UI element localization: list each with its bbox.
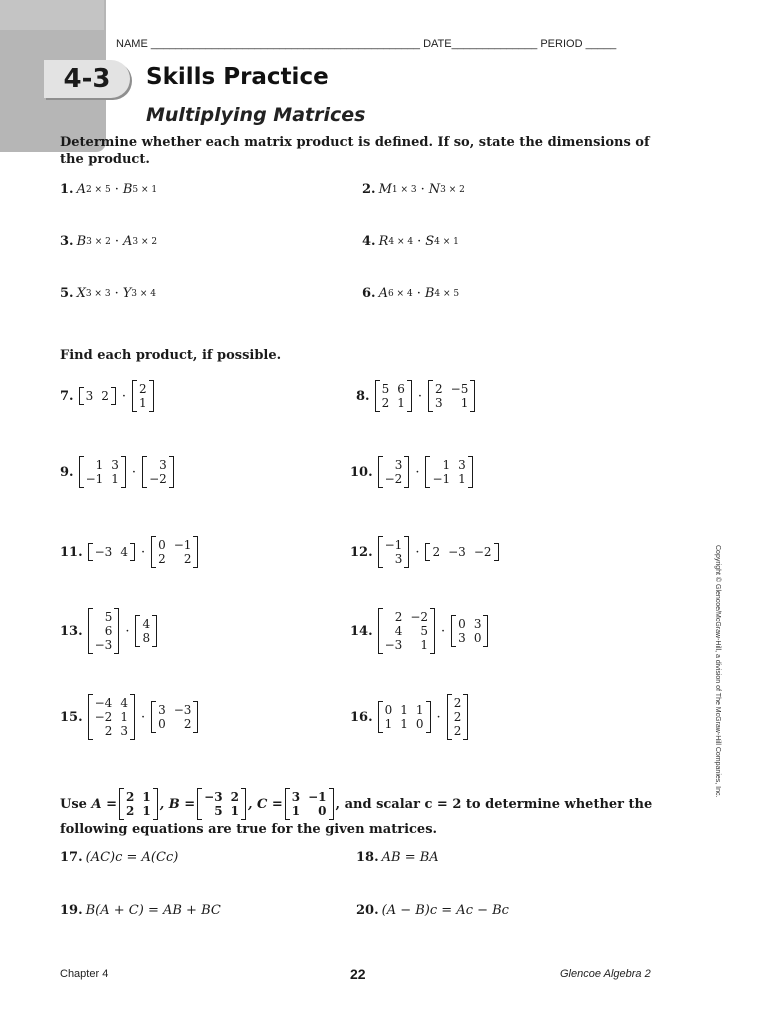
problem-number: 11. [60,544,83,560]
multiply-dot: · [420,182,425,197]
matrix [378,456,410,488]
matrix-dimensions: 2 × 5 [85,184,111,195]
problem-item [350,536,501,568]
matrix-entry: 8 [142,631,151,645]
date-blank: ______________ [451,38,538,50]
matrix [451,615,488,647]
matrix [79,387,116,405]
multiply-dot: · [114,286,119,301]
matrix [197,788,246,820]
lesson-number-badge: 4-3 [44,60,130,98]
matrix-entry: 1 [139,396,147,410]
date-label: DATE [423,38,452,50]
matrix-entry: −1 [384,538,403,552]
matrix-entry: −3 [204,790,223,804]
matrix-entry: 1 [420,638,429,652]
matrix-entry: 0 [415,717,424,731]
multiply-dot: · [114,182,119,197]
matrix [378,701,431,733]
matrix-entry: −2 [149,472,167,486]
matrix [132,380,154,412]
matrix-entry: 3 [458,458,466,472]
matrix-entry: −1 [432,472,451,486]
matrix-entry: 3 [158,703,166,717]
equation: B(A + C) = AB + BC [85,903,221,918]
multiply-dot: · [416,286,421,301]
problem-item [356,850,439,865]
matrix-entry: 1 [415,703,424,717]
matrix-dimensions: 3 × 2 [440,184,465,195]
matrix-entry: −2 [94,710,113,724]
copyright-text: Copyright © Glencoe/McGraw-Hill, a division of The McGraw-Hill Companies, Inc. [714,545,721,798]
matrix-c [283,788,336,820]
matrix-dimensions: 3 × 2 [86,236,111,247]
matrix-entry: 3 [291,790,301,804]
a-label: A = [91,796,117,812]
matrix-entry: −2 [410,610,429,624]
problem-item [356,903,509,918]
matrix-entry: −3 [448,545,466,559]
matrix-dimensions: 6 × 4 [387,288,413,299]
matrix-entry: 1 [384,717,393,731]
matrix-dimensions: 1 × 3 [391,184,417,195]
multiply-dot: · [140,709,146,725]
b-label: , B = [159,796,196,812]
matrix-entry: 2 [435,382,443,396]
matrix [88,608,120,654]
matrix-entry: −4 [94,696,113,710]
matrix-entry: 2 [183,717,192,731]
c-label: , C = [247,796,283,812]
matrix [378,536,410,568]
matrix-entry: 1 [291,804,301,818]
matrix-name: X [76,286,86,301]
problem-number: 16. [350,709,373,725]
problem-number: 17. [60,850,83,865]
matrix-name: B [122,182,133,197]
page-title: Skills Practice [146,64,329,90]
matrix-name: N [428,182,441,197]
footer-page-number: 22 [350,966,366,982]
matrix-entry: 6 [397,382,405,396]
matrix-entry: 1 [397,396,405,410]
matrix-dimensions: 3 × 3 [85,288,111,299]
problem-item [60,182,157,197]
multiply-dot: · [441,623,446,639]
matrix-entry: 5 [214,804,223,818]
problem-item [60,536,200,568]
matrix-entry: 3 [473,617,482,631]
name-label: NAME [116,38,148,50]
problem-item [60,694,200,740]
matrix-entry: 1 [120,710,128,724]
scalar-text: , and scalar c = 2 to determine whether the [335,796,653,812]
problem-item [60,850,178,865]
problem-number: 2. [362,182,376,197]
problem-item [356,380,477,412]
matrix-entry: −3 [173,703,192,717]
matrix-entry: −3 [94,545,113,559]
problem-item [350,608,490,654]
matrix [378,608,435,654]
matrix [428,380,475,412]
problem-number: 19. [60,903,83,918]
matrix-entry: 4 [120,696,128,710]
problem-number: 14. [350,623,373,639]
matrix-name: B [76,234,87,249]
problem-item [362,182,465,197]
matrix-entry: −1 [85,472,104,486]
problem-item [60,608,159,654]
problem-number: 13. [60,623,83,639]
problem-item [60,234,157,249]
multiply-dot: · [140,544,146,560]
matrix-dimensions: 4 × 4 [388,236,414,247]
matrix-entry: −3 [384,638,403,652]
matrix-entry: 2 [230,790,239,804]
matrix [88,694,135,740]
problem-number: 10. [350,464,373,480]
multiply-dot: · [436,709,441,725]
matrix-dimensions: 5 × 1 [132,184,158,195]
matrix-entry: 2 [183,552,192,566]
matrix [447,694,469,740]
matrix-entry: 3 [159,458,167,472]
matrix-entry: 3 [458,631,466,645]
matrix-entry: 2 [125,790,135,804]
problem-item [362,286,459,301]
problem-number: 6. [362,286,376,301]
matrix-a [117,788,160,820]
matrix-dimensions: 3 × 4 [131,288,157,299]
matrix-entry: 1 [95,458,104,472]
name-blank: ____________________________________________ [150,38,421,50]
multiply-dot: · [114,234,119,249]
matrix [425,543,498,561]
matrix-entry: 1 [400,703,408,717]
matrix-entry: 0 [384,703,393,717]
problem-number: 7. [60,388,74,404]
matrix-entry: −1 [173,538,192,552]
matrix [142,456,174,488]
matrix [135,615,157,647]
matrix-entry: 2 [101,389,109,403]
matrix-name: A [123,234,133,249]
matrix-entry: 4 [142,617,151,631]
problem-number: 15. [60,709,83,725]
multiply-dot: · [415,544,420,560]
period-blank: _____ [585,38,617,50]
matrix-entry: 4 [120,545,128,559]
matrix-entry: 1 [111,472,119,486]
matrix-name: A [378,286,388,301]
equation: (AC)c = A(Cc) [85,850,179,865]
copyright-notice [709,545,723,825]
footer-chapter: Chapter 4 [60,968,109,980]
matrix-entry: 0 [458,617,466,631]
matrix-entry: 1 [460,396,469,410]
multiply-dot: · [417,234,422,249]
matrix-name: B [424,286,435,301]
matrix-entry: 2 [104,724,113,738]
matrix-entry: 2 [432,545,441,559]
matrix-entry: 1 [442,458,451,472]
equation: AB = BA [381,850,439,865]
matrix-entry: 2 [453,724,462,738]
problem-number: 12. [350,544,373,560]
matrix-entry: 2 [453,710,462,724]
matrix-name: Y [122,286,132,301]
matrix-entry: 2 [139,382,147,396]
problem-item [362,234,459,249]
multiply-dot: · [131,464,137,480]
matrix-entry: 5 [420,624,429,638]
matrix [425,456,472,488]
matrix-dimensions: 3 × 2 [132,236,158,247]
matrix-entry: 5 [104,610,113,624]
matrix-name: A [76,182,86,197]
matrix-entry: 1 [400,717,408,731]
matrix [285,788,334,820]
multiply-dot: · [125,623,130,639]
matrix-b [195,788,248,820]
matrix-entry: 2 [381,396,390,410]
matrix-entry: 0 [473,631,482,645]
matrix [375,380,412,412]
problem-item [60,903,221,918]
matrix-entry: −1 [308,790,327,804]
matrix-dimensions: 4 × 5 [434,288,460,299]
problem-number: 20. [356,903,379,918]
section1-instruction: Determine whether each matrix product is defined. If so, state the dimensions of the product. [60,135,650,167]
problem-number: 1. [60,182,74,197]
matrix-entry: 5 [381,382,390,396]
problem-number: 5. [60,286,74,301]
matrix-entry: 2 [453,696,462,710]
problem-number: 8. [356,388,370,404]
problem-number: 18. [356,850,379,865]
matrix-entry: 3 [85,389,94,403]
multiply-dot: · [121,388,126,404]
matrix-entry: 3 [394,552,403,566]
matrix-entry: 4 [394,624,403,638]
matrix [79,456,126,488]
matrix-entry: 1 [230,804,239,818]
chapter-tab-strip [0,0,104,30]
equation: (A − B)c = Ac − Bc [381,903,509,918]
matrix-entry: −5 [450,382,469,396]
matrix-entry: 1 [142,790,151,804]
header-fields [116,38,616,50]
matrix [151,536,198,568]
problem-item [60,456,176,488]
multiply-dot: · [415,464,420,480]
matrix-entry: 1 [142,804,151,818]
matrix-dimensions: 4 × 1 [434,236,459,247]
section3-instruction-line2: following equations are true for the given matrices. [60,822,438,837]
page-subtitle: Multiplying Matrices [146,104,366,126]
matrix-entry: −2 [473,545,492,559]
matrix-entry: 0 [158,538,166,552]
matrix-entry: 3 [435,396,443,410]
problem-number: 4. [362,234,376,249]
matrix-name: R [378,234,389,249]
matrix-entry: 6 [104,624,113,638]
matrix-name: M [378,182,392,197]
matrix-entry: 0 [318,804,327,818]
matrix [119,788,158,820]
problem-item [60,286,156,301]
problem-item [60,380,156,412]
matrix-entry: 3 [111,458,119,472]
matrix-entry: −3 [94,638,113,652]
matrix-entry: 2 [158,552,166,566]
matrix-entry: −2 [384,472,403,486]
matrix-entry: 2 [125,804,135,818]
multiply-dot: · [417,388,422,404]
use-text: Use [60,796,87,812]
matrix-entry: 2 [394,610,403,624]
matrix-entry: 0 [158,717,166,731]
problem-number: 9. [60,464,74,480]
matrix-entry: 1 [458,472,466,486]
section2-instruction: Find each product, if possible. [60,348,282,363]
section3-instruction-line1 [60,788,652,820]
matrix-entry: 3 [394,458,403,472]
footer-book-title: Glencoe Algebra 2 [560,968,651,980]
problem-item [350,456,475,488]
problem-number: 3. [60,234,74,249]
matrix [88,543,135,561]
problem-item [350,694,470,740]
period-label: PERIOD [540,38,583,50]
matrix-name: S [425,234,435,249]
matrix-entry: 3 [120,724,128,738]
matrix [151,701,198,733]
